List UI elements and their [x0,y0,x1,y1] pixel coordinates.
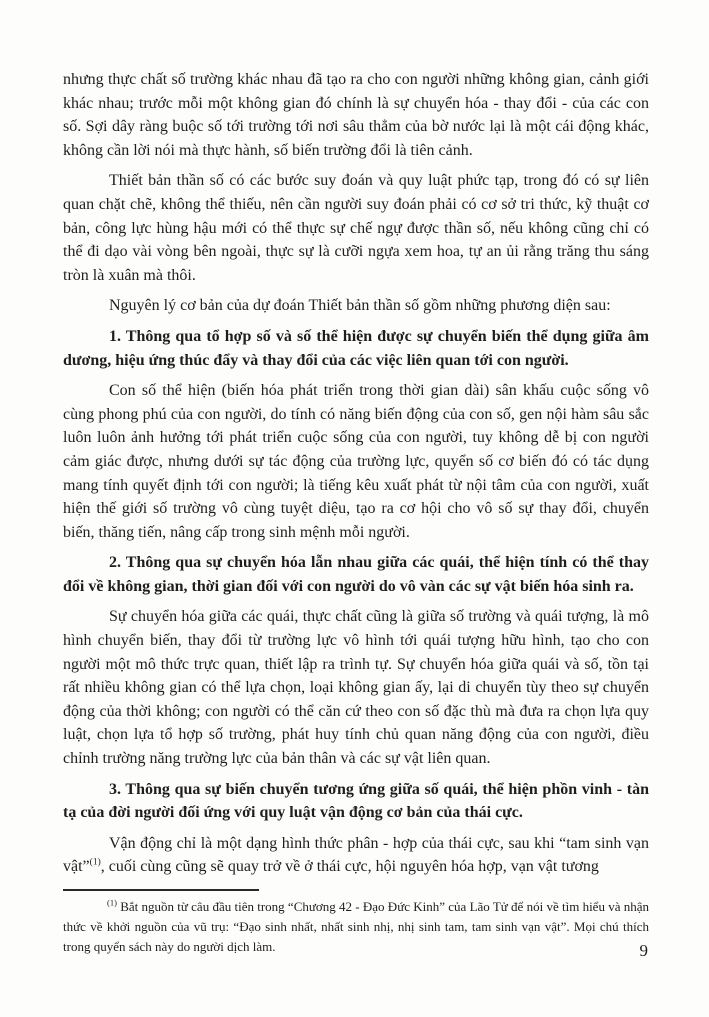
paragraph-continuation: nhưng thực chất số trường khác nhau đã tạo ra cho con người những không gian, cảnh giới khác nhau; trước mỗi một không gian đó chính là sự chuyển hóa - thay đổi - của các con số. Sợi dây ràng buộc số tới trường tới nơi sâu thẳm của bờ nước lại là một cái động khác, không cần lời nói mà thực hành, số biến trường đổi là tiên cảnh. [63,71,649,159]
footnote [63,889,649,958]
footnote-ref-marker: (1) [89,858,101,869]
page-content [63,68,649,958]
paragraph-thiet-ban-than-so: Thiết bản thần số có các bước suy đoán và quy luật phức tạp, trong đó có sự liên quan chặt chẽ, không thể thiếu, nên cần người suy đoán phải có cơ sở tri thức, kỹ thuật cơ bản, công lực hùng hậu mới có thể thực sự chế ngự được thần số, nếu không cũng chỉ có thể đi dạo vài vòng bên ngoài, thực sự là cưỡi ngựa xem hoa, tự an ủi rằng trăng thu sáng tròn là xuân mà thôi. [63,172,649,284]
van-dong-text-after: , cuối cùng cũng sẽ quay trở về ở thái cực, hội nguyên hóa hợp, vạn vật tương [100,858,599,876]
heading-principle-3: 3. Thông qua sự biến chuyển tương ứng giữa số quái, thể hiện phồn vinh - tàn tạ của đời người đối ứng với quy luật vận động cơ bản của thái cực. [63,780,649,822]
heading-principle-2: 2. Thông qua sự chuyển hóa lẫn nhau giữa các quái, thể hiện tính có thể thay đổi về không gian, thời gian đối với con người do vô vàn các sự vật biến hóa sinh ra. [63,554,649,595]
paragraph-con-so-the-hien: Con số thể hiện (biến hóa phát triển trong thời gian dài) sân khấu cuộc sống vô cùng phong phú của con người, do tính có năng biến động của con số, gen nội hàm sâu sắc luôn luôn ảnh hưởng tới phát triển cuộc sống của con người, tuy không dễ bị con người cảm giác được, nhưng dưới sự tác động của trường lực, quyển số cơ biến đó có tác dụng mang tính quyết định tới con người; là tiếng kêu xuất phát từ nội tâm của con người, xuất hiện thế giới số trường vô cùng tuyệt diệu, tạo ra cơ hội cho vô số sự thay đổi, chuyển biến, thăng tiến, nâng cấp trong sinh mệnh mỗi người. [63,382,649,541]
paragraph-nguyen-ly-co-ban: Nguyên lý cơ bản của dự đoán Thiết bản thần số gồm những phương diện sau: [109,297,611,315]
page-number: 9 [639,941,648,960]
footnote-marker: (1) [107,897,117,908]
footnote-separator [63,889,259,891]
paragraph-su-chuyen-hoa: Sự chuyển hóa giữa các quái, thực chất cũng là giữa số trường và quái tượng, là mô hình chuyển biến, thay đổi từ trường lực vô hình tới quái tượng hữu hình, tạo cho con người một mô thức trực quan, thiết lập ra trình tự. Sự chuyển hóa giữa quái và số, tồn tại rất nhiều không gian có thể lựa chọn, loại không gian ấy, lại di chuyển tùy theo sự chuyển động của thời không; con người có thể căn cứ theo con số đặc thù mà đưa ra chọn lựa quy luật, chọn lựa tổ hợp số trường, phát huy tính chủ quan năng động của con người, điều chỉnh trường năng trường lực của bản thân và các sự vật liên quan. [63,608,649,768]
heading-principle-1: 1. Thông qua tổ hợp số và số thể hiện được sự chuyển biến thể dụng giữa âm dương, hiệu ứng thúc đẩy và thay đổi của các việc liên quan tới con người. [63,327,649,369]
paragraph-van-dong [63,832,649,879]
footnote-body: Bắt nguồn từ câu đầu tiên trong “Chương 42 - Đạo Đức Kinh” của Lão Tử để nói về tìm hiểu và nhận thức về khởi nguồn của vũ trụ: “Đạo sinh nhất, nhất sinh nhị, nhị sinh tam, tam sinh vạn vật”. Mọi chú thích trong quyển sách này do người dịch làm. [63,899,649,955]
footnote-text [63,897,649,958]
van-dong-text-before: Vận động chỉ là một dạng hình thức phân - hợp của thái cực, sau khi “tam sinh vạn vật” [63,834,649,876]
